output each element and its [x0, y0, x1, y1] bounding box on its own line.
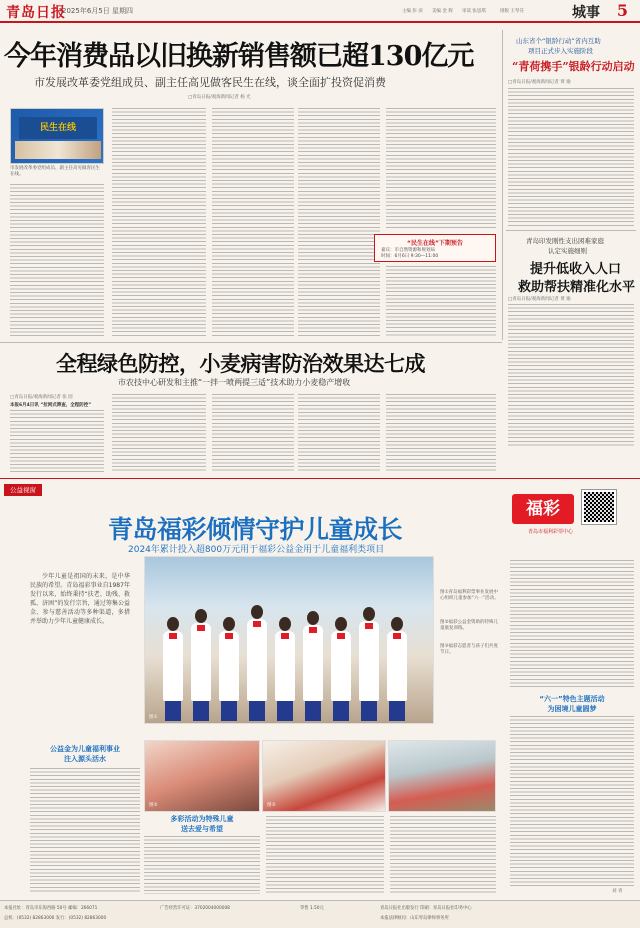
- feature-body-col-5: [510, 560, 634, 688]
- sidebar2-byline: □青岛日报/观海新闻记者 黄 瑜: [508, 297, 571, 302]
- fucai-org-name: 青岛市福利彩票中心: [528, 529, 574, 535]
- section-rule: [0, 342, 502, 343]
- footer-phone: 总机：(0532) 82863000 发行：(0532) 82863000: [4, 916, 107, 921]
- child-figure: [331, 631, 351, 701]
- sidebar2-title-2: 救助帮扶精准化水平: [518, 280, 636, 295]
- footer-address: 本报社址：青岛市东海西路 50号 邮编：266071: [4, 906, 98, 911]
- photo-label-2: 图②: [149, 803, 158, 808]
- photo-caption-3: 图③福彩志愿者与孩子们共度节日。: [440, 644, 499, 655]
- feature-photo-2: [144, 740, 260, 812]
- proofreader-credit: 审读 张思琪: [462, 9, 486, 14]
- second-body-col-2: [112, 394, 206, 472]
- feature-subhead-1a: 公益金为儿童福利事业: [50, 745, 120, 753]
- second-headline: 全程绿色防控，小麦病害防治效果达七成: [56, 351, 425, 376]
- column-divider: [502, 30, 503, 340]
- section-title: 城事: [572, 5, 600, 21]
- sidebar2-kicker-1: 青岛印发刚性支出困难家庭: [526, 237, 604, 245]
- feature-photo-3: [262, 740, 386, 812]
- qr-code-icon: [582, 490, 616, 524]
- next-issue-notice: [374, 234, 496, 262]
- child-figure: [303, 625, 323, 701]
- feature-headline: 青岛福彩倾情守护儿童成长: [108, 515, 403, 544]
- child-figure: [191, 623, 211, 701]
- notice-title: “民生在线”下期预告: [407, 240, 463, 247]
- footer-license: 广告经营许可证：3702004000008: [160, 906, 230, 911]
- second-lead-text: 本报6月4日讯 “拉网式筛查，全程防控”: [10, 403, 92, 408]
- photo-caption-1: 图①青岛福利彩票事业发展中心组织儿童参加“六一”活动。: [440, 590, 499, 601]
- ad-tag: 公益视窗: [4, 484, 42, 496]
- feature-subhead: 2024年累计投入超800万元用于福彩公益金用于儿童福利类项目: [128, 545, 385, 555]
- sidebar-kicker-2: 项目正式步入实施阶段: [528, 47, 593, 55]
- second-body-col-3: [212, 394, 294, 472]
- feature-body-col-6: [510, 716, 634, 886]
- photo-banner: 民生在线: [19, 117, 97, 139]
- child-figure: [163, 631, 183, 701]
- newspaper-logo: 青岛日报: [6, 5, 66, 21]
- photo-caption-2: 图②福彩公益金资助的特殊儿童康复训练。: [440, 620, 499, 631]
- footer-legal: 本报法律顾问：山东琴岛律师事务所: [380, 916, 449, 921]
- footer-price: 零售 1.50元: [300, 906, 324, 911]
- feature-photo-4: [388, 740, 496, 812]
- editor-credit: 主编 彭 滨: [402, 9, 423, 14]
- feature-subhead-3a: “六一”特色主题活动: [539, 695, 605, 703]
- feature-body-col-4: [390, 816, 496, 894]
- lead-body-col-5: [386, 108, 496, 230]
- feature-rule: [0, 478, 640, 479]
- sidebar-title: “青荷携手”银龄行动启动: [512, 60, 635, 73]
- lead-byline: □青岛日报/观海新闻记者 杨 光: [188, 95, 251, 100]
- lead-body-col-3: [212, 108, 294, 336]
- second-byline: □青岛日报/观海新闻记者 张 园: [10, 395, 73, 400]
- fucai-logo: 福彩: [512, 494, 574, 524]
- lead-body-col-4: [298, 108, 380, 336]
- page-footer: [0, 900, 640, 928]
- sidebar-rule: [506, 230, 636, 231]
- feature-intro: 少年儿童是祖国的未来，是中华民族的希望。青岛福彩事业自1987年发行以来，始终秉持“扶老、助残、救孤、济困”的发行宗旨，通过筹集公益金、参与慈善活动等多种渠道，多措并举助力少年儿童健康成长。: [30, 573, 130, 625]
- notice-line: 嘉宾：市自然资源和规划局: [381, 248, 435, 253]
- child-figure: [387, 631, 407, 701]
- photo-people: [15, 141, 101, 159]
- sidebar2-kicker-2: 认定实施细则: [548, 247, 587, 255]
- child-figure: [359, 621, 379, 701]
- issue-date: 2025年6月5日 星期四: [62, 7, 133, 15]
- lead-body-col-6: [386, 266, 496, 336]
- feature-body-col-2: [144, 836, 260, 894]
- child-figure: [247, 619, 267, 701]
- layout-credit: 排版 王琴芬: [500, 9, 524, 14]
- feature-subhead-2a: 多彩活动为特殊儿童: [170, 815, 234, 823]
- child-figure: [275, 631, 295, 701]
- photo-label-3: 图③: [267, 803, 276, 808]
- sidebar-body-2: [508, 304, 634, 446]
- second-subhead: 市农技中心研发和主推“一拌一喷两提三适”技术助力小麦稳产增收: [118, 378, 351, 387]
- feature-body-col-1: [30, 768, 140, 894]
- lead-body-col-2: [112, 108, 206, 336]
- feature-subhead-1b: 注入源头活水: [64, 755, 106, 763]
- sidebar-byline: □青岛日报/观海新闻记者 黄 瑜: [508, 80, 571, 85]
- child-figure: [219, 631, 239, 701]
- sidebar2-title-1: 提升低收入人口: [530, 262, 622, 277]
- sidebar-kicker-1: 山东省个“银龄行动”省内互助: [516, 37, 601, 45]
- masthead-rule: [0, 21, 640, 23]
- page-number: 5: [616, 1, 628, 20]
- feature-subhead-3b: 为困境儿童圆梦: [547, 705, 597, 713]
- feature-body-col-3: [266, 816, 384, 894]
- notice-line: 时间：6月6日 9:30—11:00: [381, 254, 439, 259]
- feature-main-photo: [144, 556, 434, 724]
- lead-photo: [10, 108, 104, 164]
- designer-credit: 美编 金 辉: [432, 9, 453, 14]
- sidebar-body-1: [508, 88, 634, 226]
- feature-author: 刘 青: [612, 889, 623, 894]
- second-body-col-1: [10, 410, 104, 472]
- lead-body-col-1: [10, 184, 104, 336]
- second-body-col-4: [298, 394, 380, 472]
- second-body-col-5: [386, 394, 496, 472]
- photo-label-1: 图①: [149, 715, 158, 720]
- lead-photo-caption: 市发展改革委党组成员、副主任高见做客民生在线。: [10, 166, 100, 177]
- lead-headline: 今年消费品以旧换新销售额已超130亿元: [4, 41, 474, 72]
- footer-publisher: 青岛日报社出版发行 印刷：青岛日报社印务中心: [380, 906, 472, 911]
- feature-subhead-2b: 送去爱与希望: [181, 825, 223, 833]
- lead-subhead: 市发展改革委党组成员、副主任高见做客民生在线，谈全面扩投资促消费: [34, 76, 386, 89]
